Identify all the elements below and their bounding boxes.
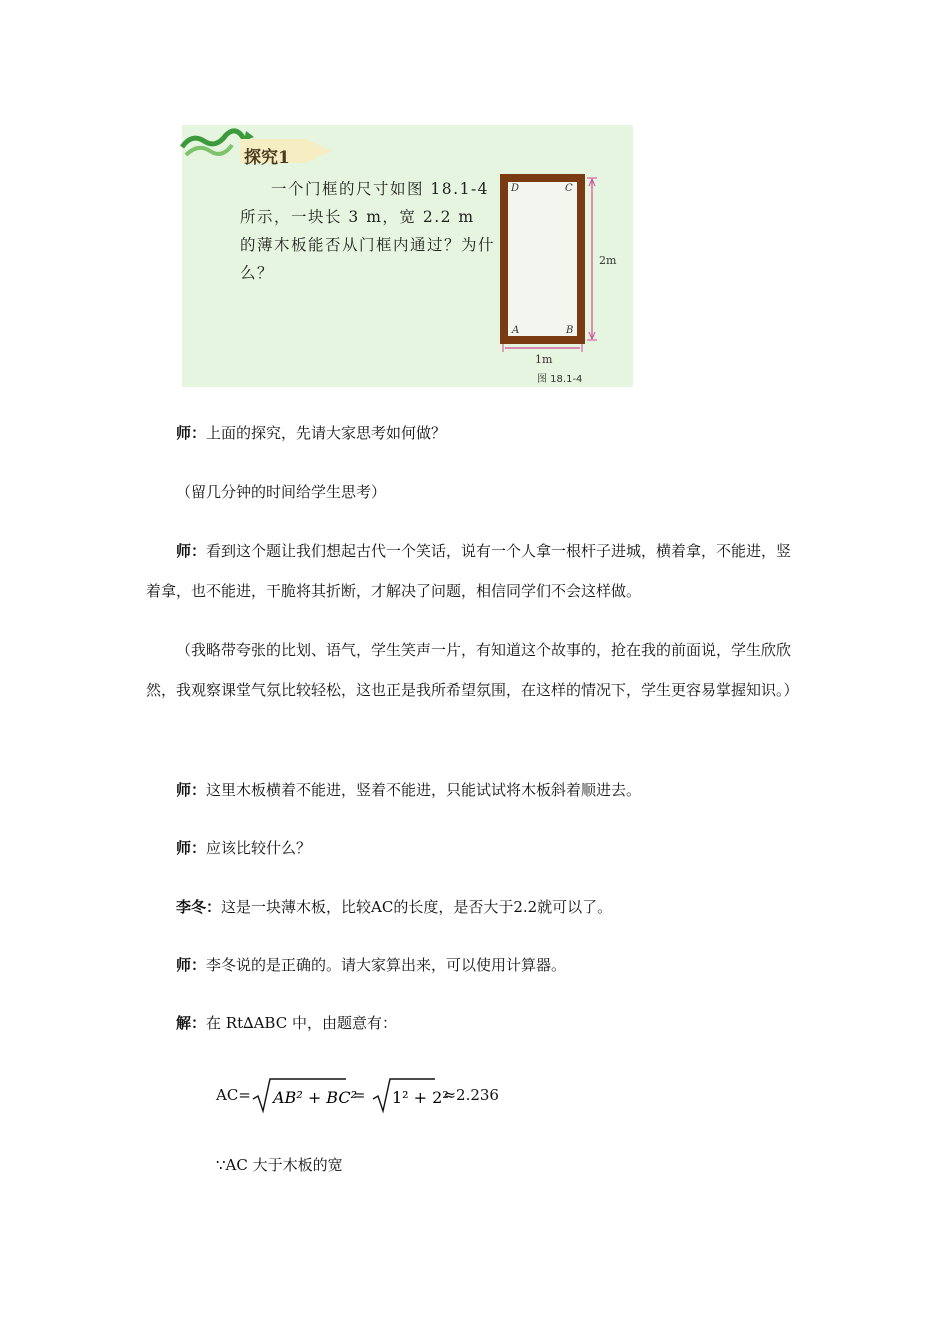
paragraph-7 [146,887,806,927]
speaker: 师： [176,956,207,974]
paragraph-5 [146,770,806,810]
vertex-d: D [511,183,520,194]
dialogue-text: 这是一块薄木板，比较AC的长度，是否大于2.2就可以了。 [221,898,613,916]
stage-direction: （我略带夸张的比划、语气，学生笑声一片，有知道这个故事的，抢在我的前面说，学生欣欣然，我观察课堂气氛比较轻松，这也正是我所希望氛围，在这样的情况下，学生更容易掌握知识。） [146,641,799,699]
formula-result: ≈2.236 [443,1086,499,1104]
vertex-b: B [566,325,574,336]
sqrt-sign-1 [251,1075,357,1115]
stage-direction: （留几分钟的时间给学生思考） [176,483,387,501]
speaker: 师： [176,839,207,857]
figure-caption: 图 18.1-4 [537,374,583,385]
speaker: 李冬： [176,898,222,916]
speaker: 师： [176,424,207,442]
dialogue-text: 李冬说的是正确的。请大家算出来，可以使用计算器。 [206,956,567,974]
paragraph-1 [146,413,806,453]
problem-figure [182,125,633,387]
radicand-1: AB² + BC² [272,1088,357,1107]
sqrt-sign-2 [371,1075,450,1115]
dialogue-text: 看到这个题让我们想起古代一个笑话，说有一个人拿一根杆子进城，横着拿，不能进，竖着拿，也不能进，干脆将其折断，才解决了问题，相信同学们不会这样做。 [146,542,792,600]
speaker: 师： [176,542,207,560]
formula-lhs: AC= [216,1086,251,1104]
dialogue-text: 应该比较什么？ [206,839,312,857]
paragraph-3 [146,531,806,611]
dialogue-text: 在 Rt∆ABC 中，由题意有： [206,1014,397,1032]
paragraph-4 [146,630,806,710]
speaker: 解： [176,1014,207,1032]
conclusion: ∵AC 大于木板的宽 [216,1156,343,1174]
paragraph-9 [146,1003,806,1043]
vertex-c: C [565,183,573,194]
formula-equals: = [352,1086,366,1104]
problem-text: 一个门框的尺寸如图 18.1-4 所示，一块长 3 m，宽 2.2 m 的薄木板能否从门框内通过？为什么？ [240,180,496,282]
figure-label: 探究1 [244,148,290,168]
vertex-a: A [512,325,520,336]
paragraph-6 [146,828,806,868]
height-label: 2m [599,254,617,267]
speaker: 师： [176,781,207,799]
width-label: 1m [535,353,553,366]
dialogue-text: 上面的探究，先请大家思考如何做？ [206,424,447,442]
radicand-2: 1² + 2² [392,1088,450,1107]
door-frame-diagram [497,170,633,370]
paragraph-8 [146,945,806,985]
formula [216,1070,499,1120]
paragraph-2 [146,472,806,512]
dialogue-text: 这里木板横着不能进，竖着不能进，只能试试将木板斜着顺进去。 [206,781,642,799]
